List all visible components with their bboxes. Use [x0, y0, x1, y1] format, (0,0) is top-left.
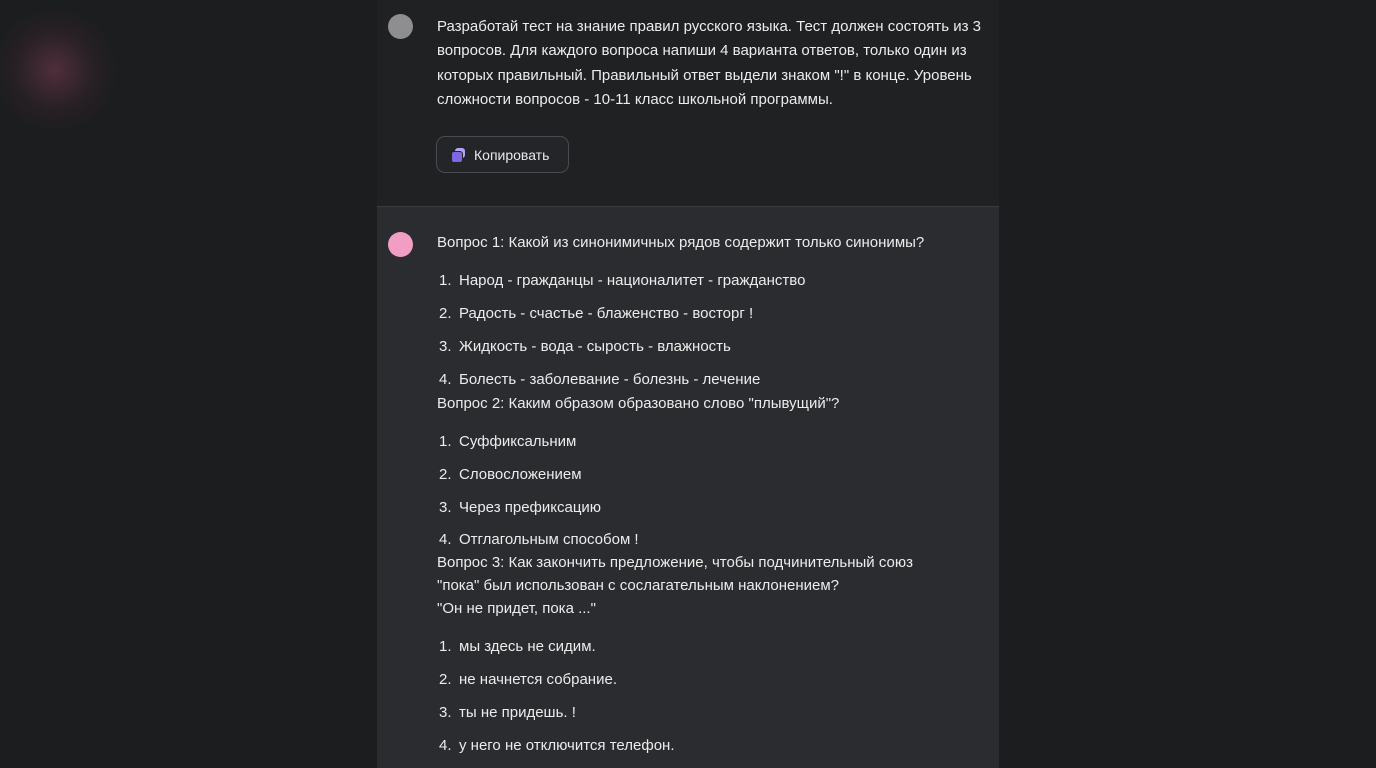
question-2-option-4: 4. Отглагольным способом ! — [439, 531, 639, 548]
question-3-option-4: 4. у него не отключится телефон. — [439, 737, 675, 754]
user-message-text: Разработай тест на знание правил русского языка. Тест должен состоять из 3 вопросов. Для каждого вопроса напиши 4 варианта ответов, только один из которых правильный. Правильный ответ выдели знаком "!" в конце. Уровень сложности вопросов - 10-11 класс школьной программы. — [437, 18, 981, 108]
question-3-title-line-2: "пока" был использован с сослагательным наклонением? — [437, 577, 840, 594]
user-message — [377, 0, 999, 207]
question-3-title-line-1: Вопрос 3: Как закончить предложение, чтобы подчинительный союз — [437, 554, 913, 571]
question-2-option-3: 3. Через префиксацию — [439, 499, 602, 516]
question-2-option-1: 1. Суффиксальним — [439, 433, 577, 450]
question-1-option-3: 3. Жидкость - вода - сырость - влажность — [439, 338, 731, 355]
copy-button[interactable] — [436, 136, 569, 173]
question-2-option-2: 2. Словосложением — [439, 466, 582, 483]
assistant-avatar — [388, 232, 413, 257]
question-1-title: Вопрос 1: Какой из синонимичных рядов содержит только синонимы? — [437, 234, 925, 251]
copy-icon — [451, 148, 467, 162]
copy-button-label: Копировать — [474, 146, 550, 163]
question-1-option-1: 1. Народ - гражданцы - националитет - гражданство — [439, 272, 806, 289]
question-3-option-2: 2. не начнется собрание. — [439, 671, 617, 688]
question-1-option-4: 4. Болесть - заболевание - болезнь - лечение — [439, 371, 761, 388]
question-1-option-2: 2. Радость - счастье - блаженство - восторг ! — [439, 305, 754, 322]
question-3-quote: "Он не придет, пока ..." — [437, 600, 596, 617]
user-avatar — [388, 14, 413, 39]
chat-column — [377, 0, 999, 768]
question-2-title: Вопрос 2: Каким образом образовано слово "плывущий"? — [437, 395, 840, 412]
question-3-option-1: 1. мы здесь не сидим. — [439, 638, 596, 655]
question-3-option-3: 3. ты не придешь. ! — [439, 704, 576, 721]
